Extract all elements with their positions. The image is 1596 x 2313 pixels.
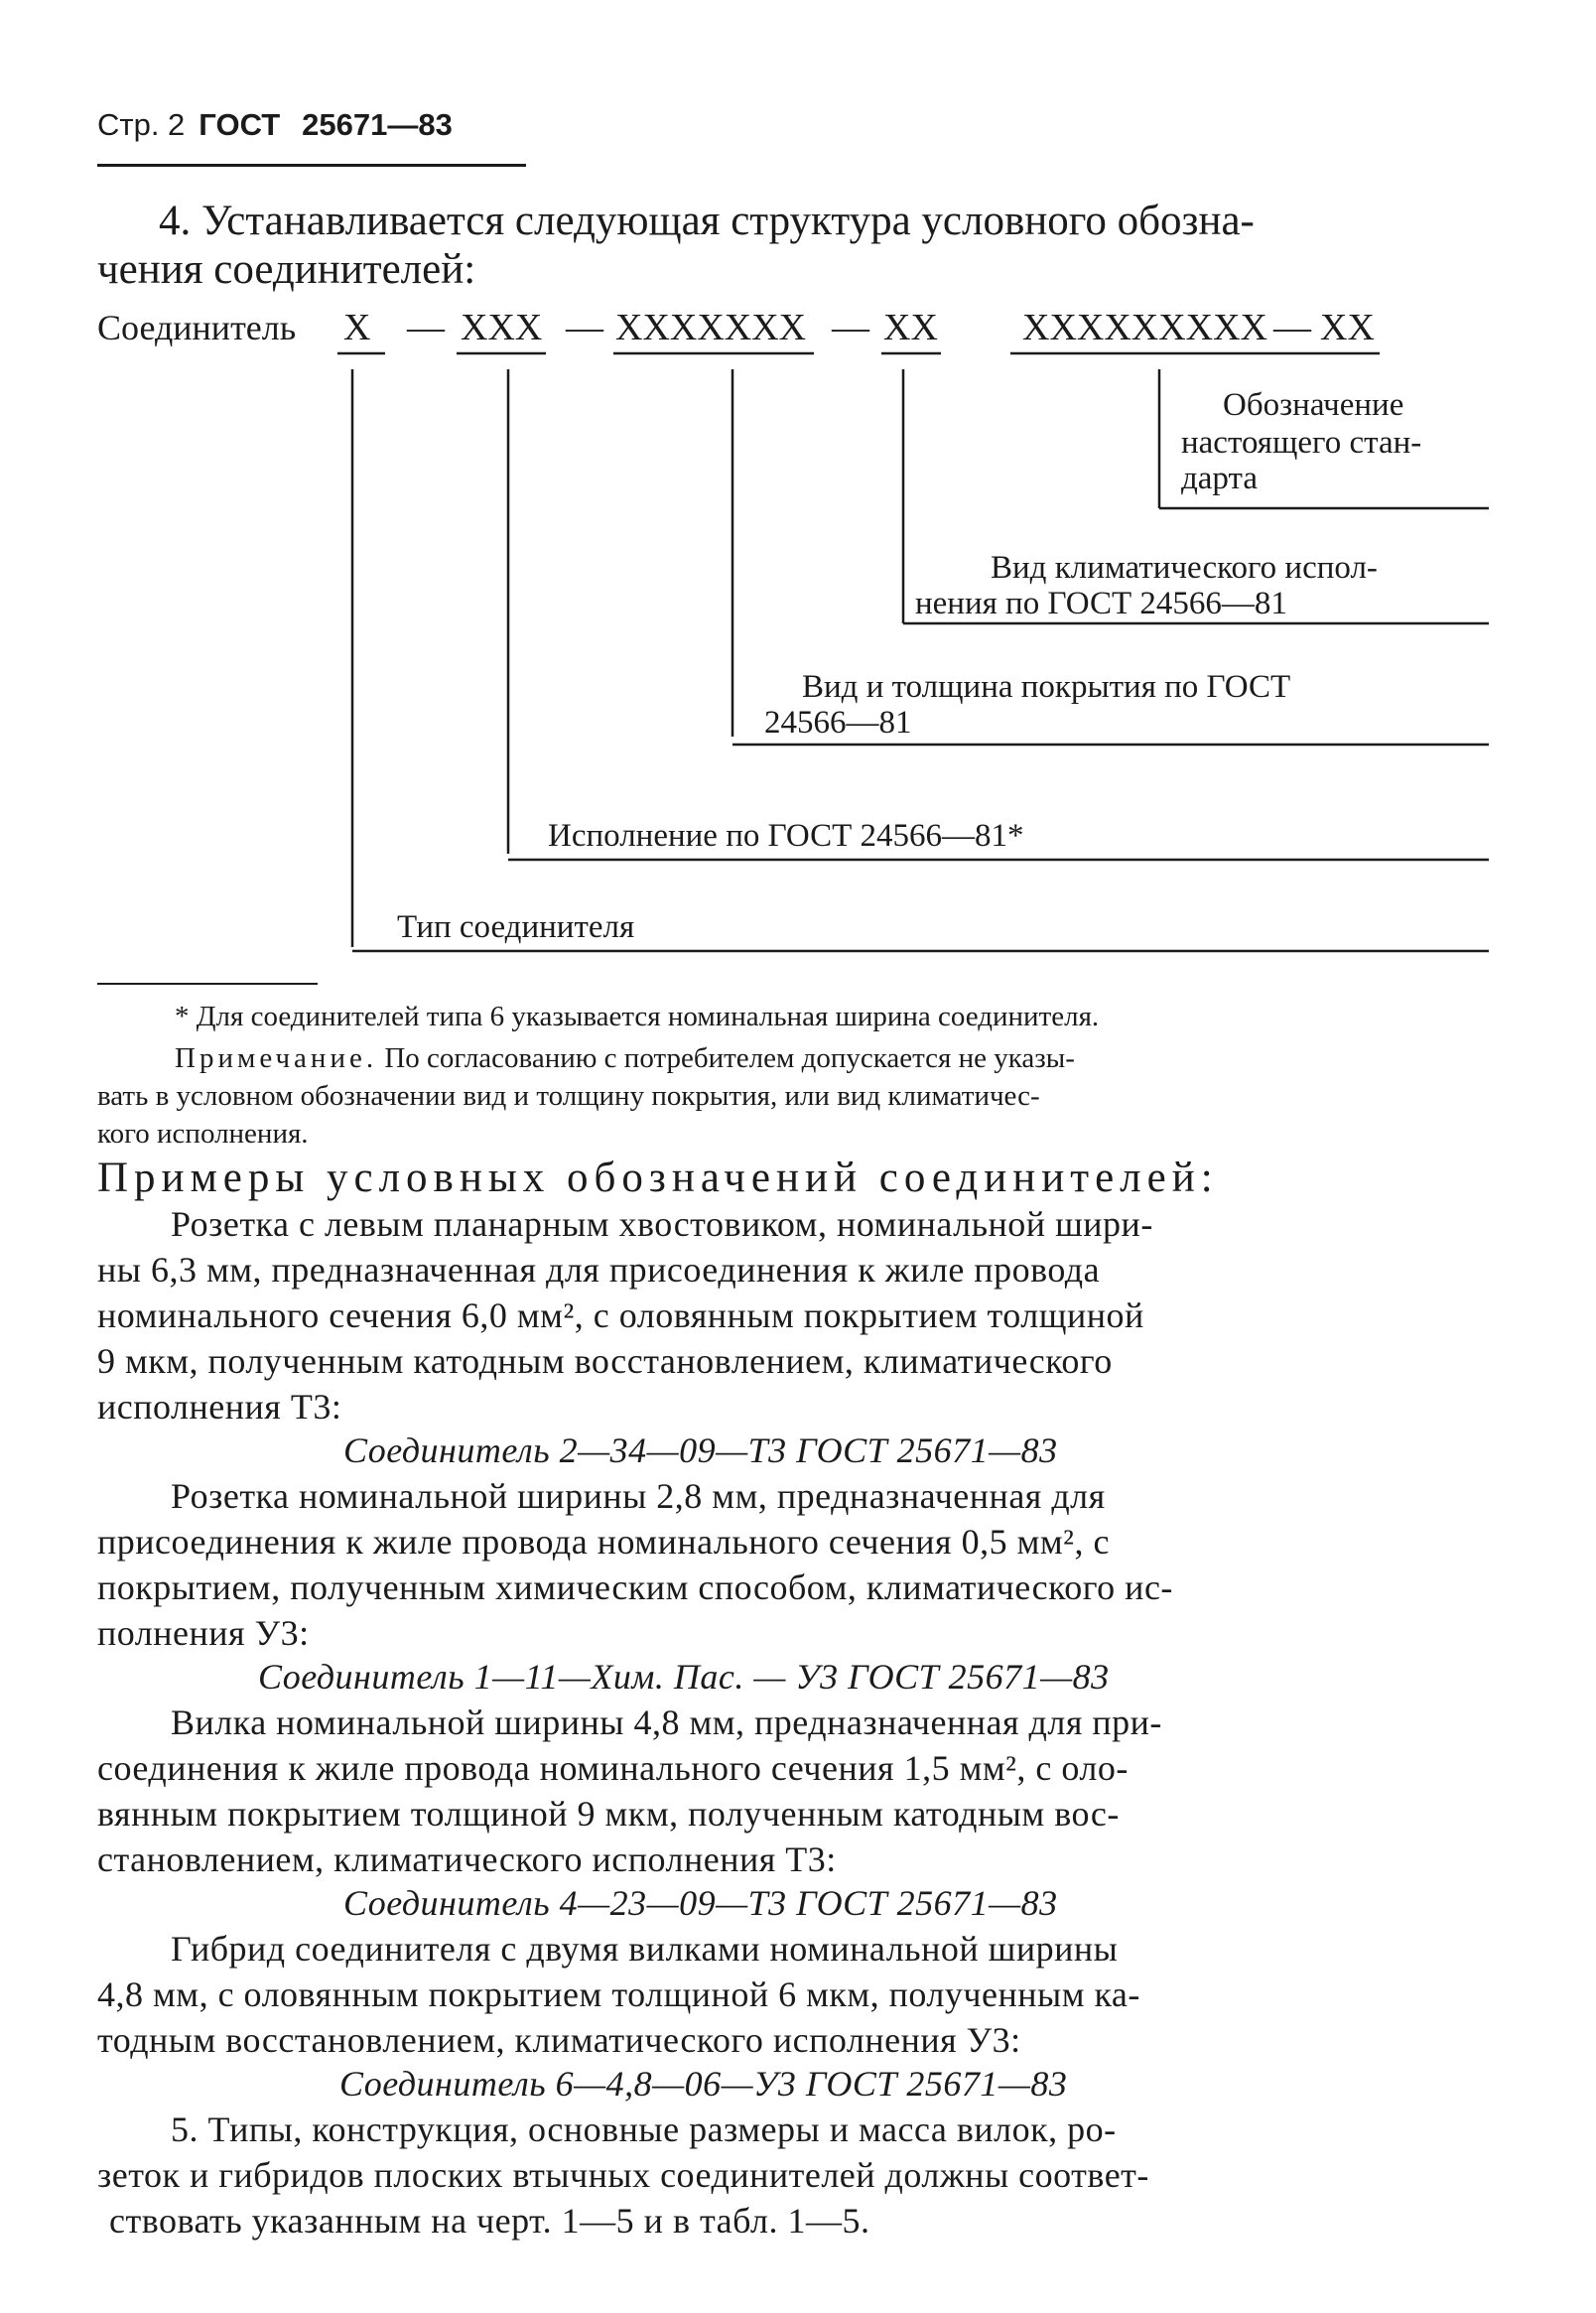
section5-line-3: ствовать указанным на черт. 1—5 и в табл. 1—5. <box>109 2201 870 2241</box>
example3-line-1: Вилка номинальной ширины 4,8 мм, предназначенная для при- <box>171 1702 1162 1742</box>
example2-designation: Соединитель 1—11—Хим. Пас. — У3 ГОСТ 25671—83 <box>258 1657 1110 1697</box>
code-dash-1: — <box>407 307 445 348</box>
example1-line-3: номинального сечения 6,0 мм², с оловянным покрытием толщиной <box>97 1295 1144 1335</box>
examples-heading: Примеры условных обозначений соединителей: <box>97 1155 1219 1201</box>
code-dash-2: — <box>566 307 603 348</box>
section5-line-2: зеток и гибридов плоских втычных соединителей должны соответ- <box>97 2155 1149 2195</box>
section4-line-2: чения соединителей: <box>97 246 476 293</box>
example4-line-3: тодным восстановлением, климатического исполнения У3: <box>97 2020 1021 2060</box>
example1-designation: Соединитель 2—34—09—Т3 ГОСТ 25671—83 <box>343 1430 1058 1470</box>
standard-number: 25671—83 <box>302 107 453 142</box>
example2-line-2: присоединения к жиле провода номинального сечения 0,5 мм², с <box>97 1522 1110 1562</box>
example2-line-3: покрытием, полученным химическим способом, климатического ис- <box>97 1567 1173 1607</box>
code-type: X <box>343 307 371 348</box>
code-dash-3: — <box>832 307 869 348</box>
label-standard-line-2: настоящего стан- <box>1181 425 1422 461</box>
label-climatic-line-1: Вид климатического испол- <box>991 550 1378 586</box>
standard-label: ГОСТ <box>199 107 281 142</box>
label-coating-line-2: 24566—81 <box>764 705 912 741</box>
label-execution: Исполнение по ГОСТ 24566—81* <box>548 818 1024 854</box>
example3-line-3: вянным покрытием толщиной 9 мкм, полученным катодным вос- <box>97 1794 1120 1834</box>
example3-line-4: становлением, климатического исполнения Т3: <box>97 1839 837 1879</box>
example1-line-2: ны 6,3 мм, предназначенная для присоединения к жиле провода <box>97 1250 1101 1290</box>
note-label: Примечание. <box>175 1042 378 1074</box>
example1-line-5: исполнения Т3: <box>97 1387 342 1427</box>
example1-line-1: Розетка с левым планарным хвостовиком, номинальной шири- <box>171 1204 1153 1244</box>
diagram-prefix: Соединитель <box>97 308 297 347</box>
example3-line-2: соединения к жиле провода номинального сечения 1,5 мм², с оло- <box>97 1748 1129 1788</box>
example2-line-1: Розетка номинальной ширины 2,8 мм, предназначенная для <box>171 1476 1106 1516</box>
example3-designation: Соединитель 4—23—09—Т3 ГОСТ 25671—83 <box>343 1883 1058 1923</box>
example2-line-4: полнения У3: <box>97 1613 310 1653</box>
footnote: * Для соединителей типа 6 указывается номинальная ширина соединителя. <box>175 1001 1100 1032</box>
section5-line-1: 5. Типы, конструкция, основные размеры и масса вилок, ро- <box>171 2109 1117 2149</box>
note-line-1 <box>175 1042 1075 1075</box>
code-standard-suffix: XX <box>1320 307 1375 348</box>
footnote-rule <box>97 983 318 985</box>
page-number: Стр. 2 <box>97 107 186 142</box>
note-line-2: вать в условном обозначении вид и толщину покрытия, или вид климатичес- <box>97 1080 1040 1112</box>
example4-line-2: 4,8 мм, с оловянным покрытием толщиной 6 мкм, полученным ка- <box>97 1974 1140 2014</box>
code-execution: XXX <box>461 307 543 348</box>
label-climatic-line-2: нения по ГОСТ 24566—81 <box>915 586 1287 621</box>
code-climatic: XX <box>883 307 938 348</box>
code-coating: XXXXXXX <box>615 307 807 348</box>
section4-line-1: 4. Устанавливается следующая структура условного обозна- <box>159 198 1255 244</box>
code-dash-4: — <box>1273 307 1311 348</box>
code-standard: XXXXXXXXX <box>1022 307 1267 348</box>
label-coating-line-1: Вид и толщина покрытия по ГОСТ <box>802 669 1291 705</box>
example1-line-4: 9 мкм, полученным катодным восстановлением, климатического <box>97 1341 1113 1381</box>
note-line-3: кого исполнения. <box>97 1118 309 1150</box>
label-standard-line-3: дарта <box>1181 461 1258 496</box>
example4-line-1: Гибрид соединителя с двумя вилками номинальной ширины <box>171 1929 1119 1969</box>
label-type: Тип соединителя <box>397 909 635 945</box>
label-standard-line-1: Обозначение <box>1223 387 1404 423</box>
example4-designation: Соединитель 6—4,8—06—У3 ГОСТ 25671—83 <box>339 2064 1068 2104</box>
note-text-1: По согласованию с потребителем допускается не указы- <box>384 1042 1075 1074</box>
